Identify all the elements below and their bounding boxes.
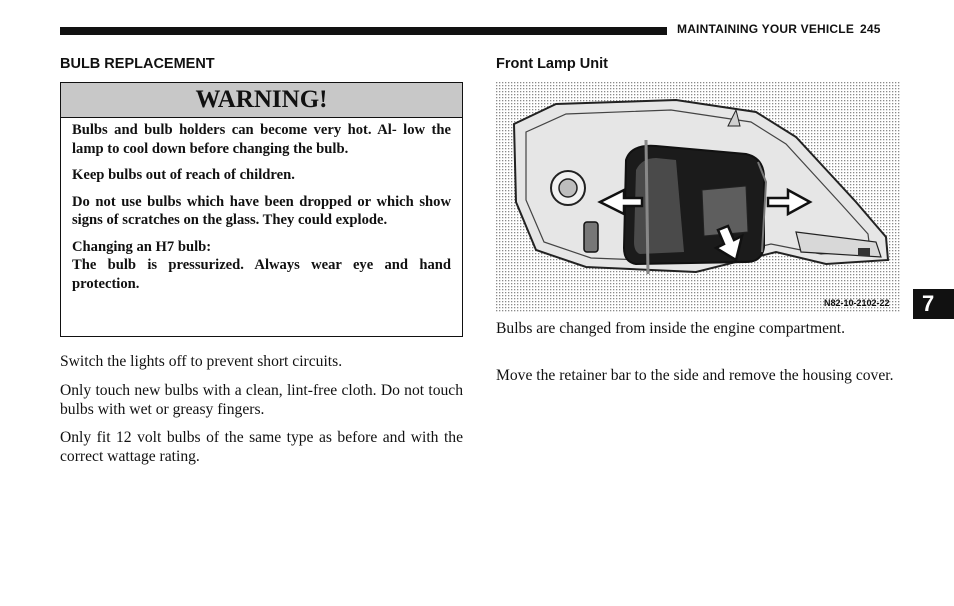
warning-title: WARNING! bbox=[61, 83, 462, 118]
front-lamp-unit-illustration bbox=[496, 82, 900, 313]
bulbs-changed-paragraph bbox=[496, 320, 900, 339]
paragraph-text: Bulbs are changed from inside the engine compartment. bbox=[496, 320, 846, 337]
front-lamp-heading: Front Lamp Unit bbox=[496, 56, 608, 72]
warning-body bbox=[61, 118, 462, 293]
warning-h7-title: Changing an H7 bulb: bbox=[72, 238, 212, 255]
header-rule bbox=[60, 27, 667, 35]
warning-children: Keep bulbs out of reach of children. bbox=[72, 167, 295, 183]
bulb-replacement-heading: BULB REPLACEMENT bbox=[60, 56, 215, 72]
section-title: MAINTAINING YOUR VEHICLE bbox=[677, 22, 855, 36]
paragraph-text: Move the retainer bar to the side and remove the housing cover. bbox=[496, 367, 894, 384]
warning-dropped-bulbs: Do not use bulbs which have been dropped or which show signs of scratches on the glass. They could explode. bbox=[72, 193, 451, 228]
retainer-bar-paragraph bbox=[496, 367, 900, 386]
page-number: 245 bbox=[860, 22, 881, 36]
warning-h7-text: The bulb is pressurized. Always wear eye and hand protection. bbox=[72, 257, 451, 292]
paragraph-text: Only fit 12 volt bulbs of the same type as before and with the correct wattage rating. bbox=[60, 429, 463, 465]
warning-hot-bulbs: Bulbs and bulb holders can become very hot. Al- low the lamp to cool down before changing the bulb. bbox=[72, 122, 451, 157]
clean-cloth-paragraph bbox=[60, 382, 463, 419]
switch-lights-paragraph bbox=[60, 353, 463, 372]
warning-box bbox=[60, 82, 463, 337]
warning-h7 bbox=[72, 238, 451, 294]
paragraph-text: Switch the lights off to prevent short circuits. bbox=[60, 353, 343, 370]
chapter-tab: 7 bbox=[913, 289, 954, 319]
running-header bbox=[677, 22, 881, 36]
paragraph-text: Only touch new bulbs with a clean, lint-free cloth. Do not touch bulbs with wet or greasy fingers. bbox=[60, 382, 463, 418]
12-volt-paragraph bbox=[60, 429, 463, 466]
figure-code: N82-10-2102-22 bbox=[824, 298, 890, 308]
